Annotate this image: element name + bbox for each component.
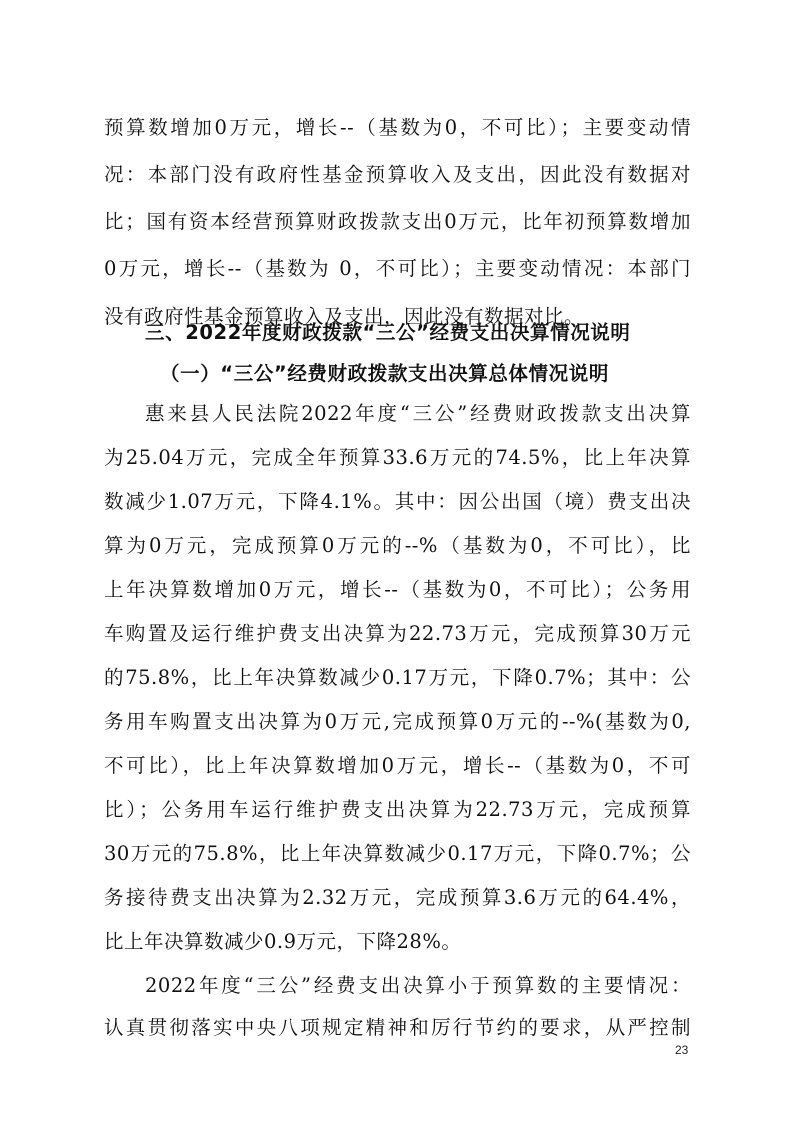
body-text-line: 没有政府性基金预算收入及支出，因此没有数据对比。 xyxy=(104,305,585,328)
body-text-line: 比）；公务用车运行维护费支出决算为22.73万元，完成预算 xyxy=(104,798,691,821)
body-text-line: 惠来县人民法院2022年度“三公”经费财政拨款支出决算 xyxy=(145,402,691,425)
body-text-line: 况：本部门没有政府性基金预算收入及支出，因此没有数据对 xyxy=(104,163,691,186)
body-text-line: 务用车购置支出决算为0万元,完成预算0万元的--%(基数为0, xyxy=(104,710,691,733)
body-text-line: 预算数增加0万元，增长--（基数为0，不可比）；主要变动情 xyxy=(104,116,691,139)
body-text-line: 比；国有资本经营预算财政拨款支出0万元，比年初预算数增加 xyxy=(104,210,691,233)
body-text-line: 0万元，增长--（基数为 0，不可比）；主要变动情况：本部门 xyxy=(104,257,691,280)
body-text-line: 比上年决算数减少0.9万元，下降28%。 xyxy=(104,930,462,953)
subsection-heading: （一）“三公”经费财政拨款支出决算总体情况说明 xyxy=(160,362,609,385)
section-heading: 三、2022年度财政拨款“三公”经费支出决算情况说明 xyxy=(145,321,631,344)
body-text-line: 为25.04万元，完成全年预算33.6万元的74.5%，比上年决算 xyxy=(104,446,691,469)
body-text-line: 认真贯彻落实中央八项规定精神和厉行节约的要求，从严控制 xyxy=(104,1016,691,1039)
body-text-line: 2022年度“三公”经费支出决算小于预算数的主要情况： xyxy=(145,974,691,997)
body-text-line: 数减少1.07万元，下降4.1%。其中：因公出国（境）费支出决 xyxy=(104,490,691,513)
body-text-line: 务接待费支出决算为2.32万元，完成预算3.6万元的64.4%， xyxy=(104,886,691,909)
body-text-line: 不可比），比上年决算数增加0万元，增长--（基数为0，不可 xyxy=(104,754,691,777)
body-text-line: 车购置及运行维护费支出决算为22.73万元，完成预算30万元 xyxy=(104,622,691,645)
body-text-line: 30万元的75.8%，比上年决算数减少0.17万元，下降0.7%；公 xyxy=(104,842,691,865)
page-number: 23 xyxy=(675,1043,689,1057)
body-text-line: 算为0万元，完成预算0万元的--%（基数为0，不可比），比 xyxy=(104,534,691,557)
body-text-line: 上年决算数增加0万元，增长--（基数为0，不可比）；公务用 xyxy=(104,578,691,601)
body-text-line: 的75.8%，比上年决算数减少0.17万元，下降0.7%；其中：公 xyxy=(104,666,691,689)
